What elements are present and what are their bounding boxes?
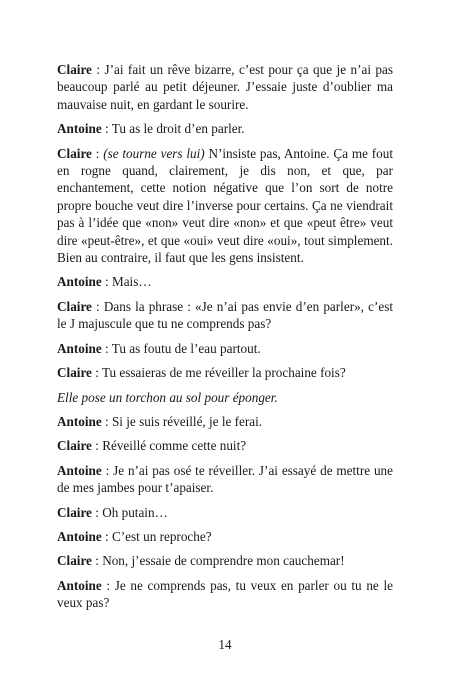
separator: : [91, 298, 104, 314]
separator: : [91, 553, 103, 569]
speaker: Antoine [57, 413, 102, 429]
speaker: Antoine [57, 462, 102, 478]
dialogue-text: Tu as foutu de l’eau partout. [111, 340, 261, 356]
speaker: Antoine [57, 121, 102, 137]
dialogue-text: N’insiste pas, Antoine. Ça me fout en rogne quand, clairement, je dis non, et que, par enchantement, cette notion négative que l’on sort de notre propre bouche veut dire l’inverse pour certains. Ça ne viendrait pas à l’idée que «non» veut dire «non» et que «peut être» veut dire «peut-être», et que «oui» veut dire «oui», tout simplement. Bien au contraire, il faut que les gens insistent. [57, 145, 393, 266]
dialogue-text: Non, j’essaie de comprendre mon cauchemar! [102, 553, 345, 569]
dialogue-text: C’est un reproche? [111, 528, 212, 544]
dialogue-line [57, 462, 393, 497]
dialogue-text: J’ai fait un rêve bizarre, c’est pour ça que je n’ai pas beaucoup parlé au petit déjeuner. J’essaie juste d’oublier ma mauvaise nuit, en gardant le sourire. [57, 62, 393, 112]
dialogue-line [57, 61, 393, 113]
dialogue-line [57, 552, 393, 569]
separator: : [101, 577, 115, 593]
stage-direction: (se tourne vers lui) [103, 145, 205, 161]
separator: : [91, 145, 104, 161]
dialogue-line [57, 120, 393, 137]
dialogue-line [57, 577, 393, 612]
separator: : [91, 365, 102, 381]
dialogue-line [57, 364, 393, 381]
speaker: Antoine [57, 528, 102, 544]
separator: : [101, 340, 112, 356]
dialogue-text: Je ne comprends pas, tu veux en parler ou tu ne le veux pas? [57, 577, 393, 611]
dialogue-line [57, 340, 393, 357]
dialogue-text: Réveillé comme cette nuit? [102, 438, 247, 454]
dialogue-line [57, 504, 393, 521]
separator: : [101, 121, 112, 137]
separator: : [91, 62, 105, 77]
dialogue-line [57, 273, 393, 290]
dialogue-text: Je n’ai pas osé te réveiller. J’ai essayé de mettre une de mes jambes pour t’apaiser. [57, 462, 393, 496]
speaker: Claire [57, 504, 92, 520]
dialogue-text: Mais… [111, 274, 152, 290]
dialogue-line [57, 145, 393, 267]
speaker: Antoine [57, 577, 102, 593]
separator: : [91, 438, 103, 454]
separator: : [101, 413, 112, 429]
speaker: Antoine [57, 340, 102, 356]
dialogue-text: Oh putain… [102, 504, 168, 520]
speaker: Claire [57, 145, 92, 161]
page-number: 14 [218, 637, 232, 652]
separator: : [101, 528, 112, 544]
speaker: Claire [57, 553, 92, 569]
separator: : [101, 462, 114, 478]
speaker: Antoine [57, 274, 102, 290]
speaker: Claire [57, 438, 92, 454]
separator: : [91, 504, 103, 520]
separator: : [101, 274, 112, 290]
dialogue-line [57, 437, 393, 454]
dialogue-text: Si je suis réveillé, je le ferai. [111, 413, 263, 429]
stage-direction-line [57, 389, 393, 406]
dialogue-line [57, 298, 393, 333]
dialogue-text: Dans la phrase : «Je n’ai pas envie d’en parler», c’est le J majuscule que tu ne comprends pas? [57, 298, 393, 332]
speaker: Claire [57, 62, 92, 77]
stage-direction: Elle pose un torchon au sol pour éponger. [57, 389, 278, 405]
speaker: Claire [57, 298, 92, 314]
dialogue-line [57, 413, 393, 430]
dialogue-text: Tu as le droit d’en parler. [111, 121, 245, 137]
speaker: Claire [57, 365, 92, 381]
dialogue-line [57, 528, 393, 545]
page-body [57, 61, 393, 619]
dialogue-text: Tu essaieras de me réveiller la prochaine fois? [101, 365, 346, 381]
